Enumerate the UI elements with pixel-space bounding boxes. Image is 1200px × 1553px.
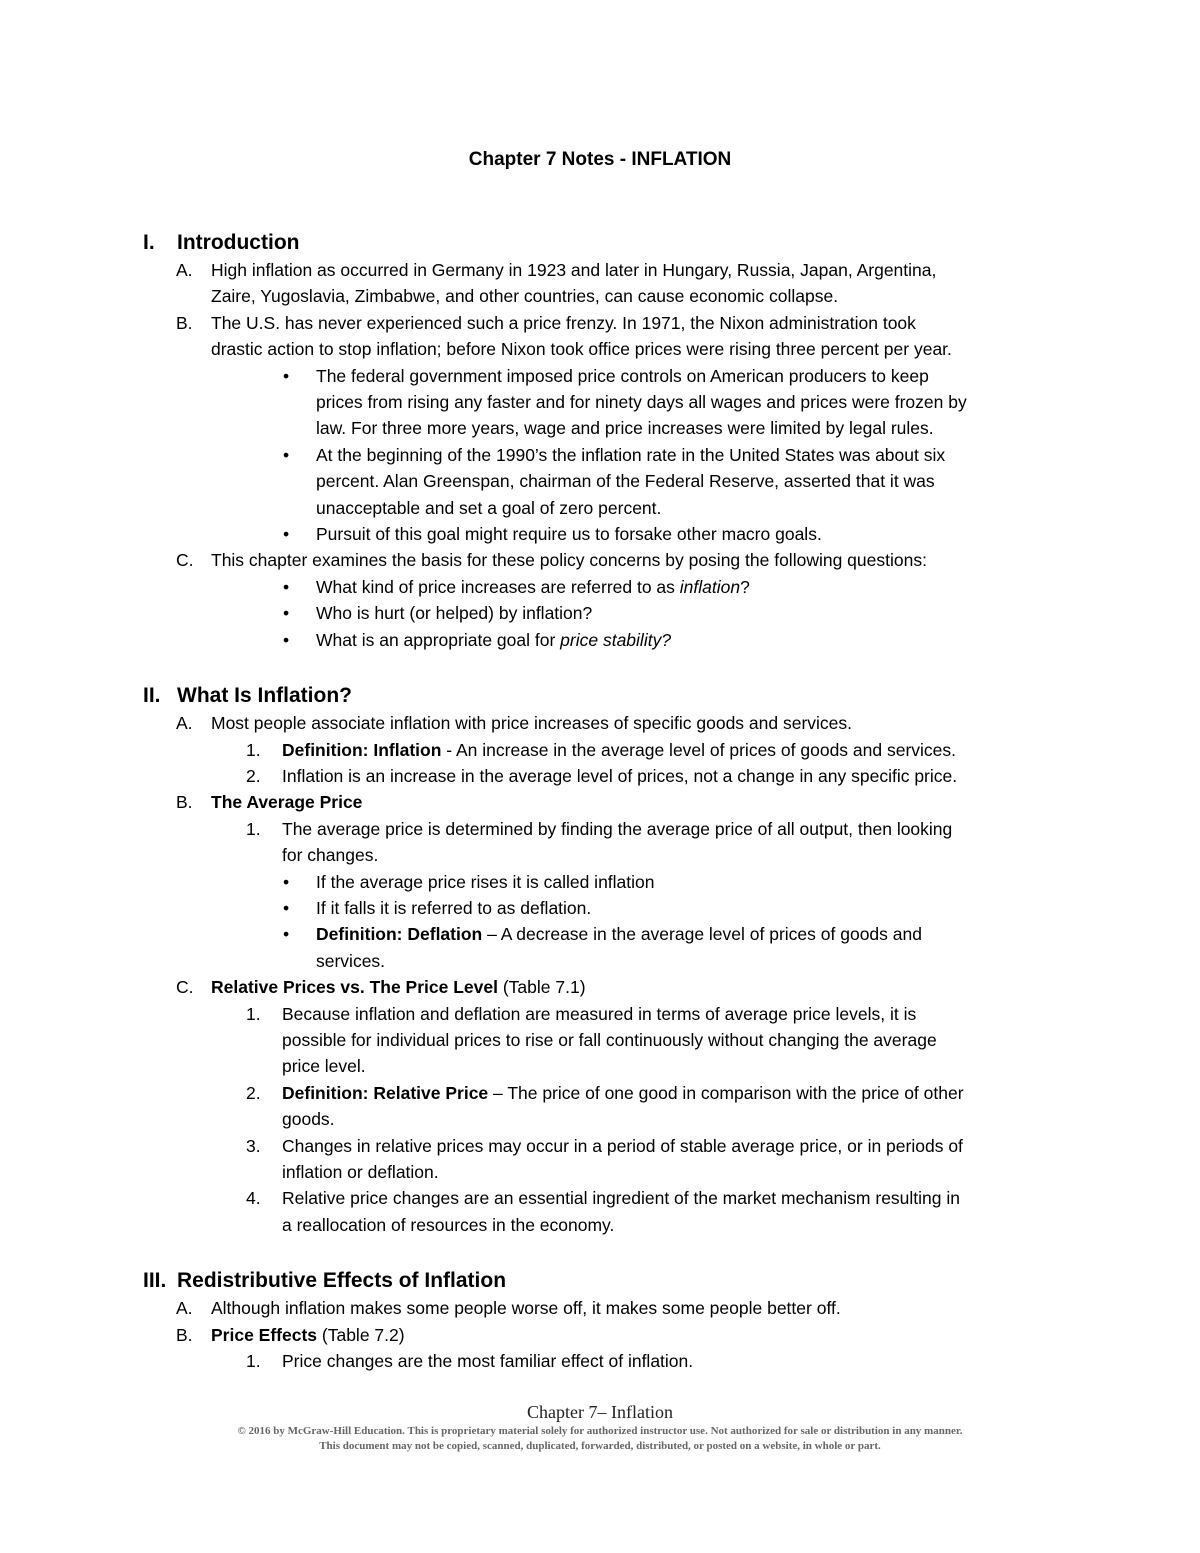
item-marker: B. <box>176 1324 193 1345</box>
item-text: Price Effects (Table 7.2) <box>211 1324 405 1345</box>
numbered-item <box>143 737 1073 763</box>
item-marker: C. <box>176 550 194 571</box>
item-marker: 2. <box>246 1082 261 1103</box>
item-marker: A. <box>176 713 193 734</box>
bullet-item <box>143 869 1073 895</box>
section-number: III. <box>143 1269 167 1293</box>
outline-item-continued <box>143 336 1073 362</box>
footer-copyright-notice: © 2016 by McGraw-Hill Education. This is proprietary material solely for authorized instructor use. Not authorized for sale or distribution in any manner. <box>237 1425 963 1437</box>
footer-chapter-title: Chapter 7– Inflation <box>527 1402 673 1422</box>
notes-body <box>143 228 1073 1374</box>
section-number: II. <box>143 684 161 708</box>
section-heading-what-is-inflation <box>143 681 1073 710</box>
section-title: What Is Inflation? <box>177 684 352 708</box>
bullet-icon: • <box>283 871 290 892</box>
item-text: High inflation as occurred in Germany in 1923 and later in Hungary, Russia, Japan, Argentina, <box>211 260 937 280</box>
item-text: possible for individual prices to rise or fall continuously without changing the average <box>282 1029 937 1050</box>
section-title: Introduction <box>177 231 300 254</box>
item-text: The U.S. has never experienced such a price frenzy. In 1971, the Nixon administration took <box>211 312 916 333</box>
item-text: unacceptable and set a goal of zero percent. <box>316 497 662 518</box>
item-marker: 3. <box>246 1135 261 1156</box>
outline-item-continued <box>143 283 1073 309</box>
section-heading-introduction <box>143 228 1073 257</box>
item-text: Definition: Relative Price – The price of one good in comparison with the price of other <box>282 1082 964 1103</box>
bullet-icon: • <box>283 897 290 918</box>
item-marker: 1. <box>246 739 261 760</box>
item-text: Inflation is an increase in the average level of prices, not a change in any specific price. <box>282 765 958 786</box>
item-text: The average price is determined by finding the average price of all output, then looking <box>282 818 953 839</box>
bullet-item <box>143 600 1073 626</box>
subheading: Relative Prices vs. The Price Level <box>211 977 498 998</box>
outline-item <box>143 1322 1073 1348</box>
numbered-item <box>143 816 1073 842</box>
subheading: The Average Price <box>211 792 363 813</box>
bullet-item <box>143 521 1073 547</box>
page-footer <box>0 1400 1200 1454</box>
emphasis-term: price stability? <box>560 629 672 650</box>
item-text: goods. <box>282 1109 335 1130</box>
numbered-item-continued <box>143 1027 1073 1053</box>
emphasis-term: inflation <box>679 576 741 597</box>
item-marker: B. <box>176 792 193 813</box>
outline-item <box>143 547 1073 573</box>
item-text: If the average price rises it is called inflation <box>316 871 655 892</box>
item-text: price level. <box>282 1056 366 1077</box>
item-text: inflation or deflation. <box>282 1162 439 1182</box>
item-text: What kind of price increases are referred to as inflation? <box>316 576 750 597</box>
item-marker: 2. <box>246 765 261 786</box>
bullet-item <box>143 363 1073 389</box>
item-text: This chapter examines the basis for these policy concerns by posing the following questions: <box>211 550 927 571</box>
item-text: Zaire, Yugoslavia, Zimbabwe, and other countries, can cause economic collapse. <box>211 286 839 307</box>
item-text: Changes in relative prices may occur in a period of stable average price, or in periods of <box>282 1135 963 1156</box>
numbered-item <box>143 1133 1073 1159</box>
outline-item <box>143 310 1073 336</box>
numbered-item-continued <box>143 1106 1073 1132</box>
definition-term: Definition: Inflation <box>282 739 442 760</box>
outline-item <box>143 974 1073 1000</box>
item-marker: A. <box>176 1298 193 1319</box>
bullet-item <box>143 895 1073 921</box>
outline-item <box>143 789 1073 815</box>
item-text: At the beginning of the 1990’s the inflation rate in the United States was about six <box>316 444 946 465</box>
numbered-item-continued <box>143 1159 1073 1185</box>
item-text: Pursuit of this goal might require us to forsake other macro goals. <box>316 524 822 545</box>
outline-item <box>143 257 1073 283</box>
numbered-item-continued <box>143 1212 1073 1238</box>
numbered-item <box>143 1348 1073 1374</box>
item-text: Price changes are the most familiar effect of inflation. <box>282 1351 694 1372</box>
footer-distribution-notice: This document may not be copied, scanned, duplicated, forwarded, distributed, or posted on a website, in whole or part. <box>319 1440 881 1452</box>
definition-term: Definition: Relative Price <box>282 1082 489 1103</box>
item-text: Relative price changes are an essential ingredient of the market mechanism resulting in <box>282 1188 960 1209</box>
item-text: Definition: Deflation – A decrease in the average level of prices of goods and <box>316 924 922 945</box>
item-text: Because inflation and deflation are measured in terms of average price levels, it is <box>282 1003 917 1024</box>
bullet-icon: • <box>283 365 290 386</box>
numbered-item-continued <box>143 1053 1073 1079</box>
item-text: percent. Alan Greenspan, chairman of the Federal Reserve, asserted that it was <box>316 471 935 492</box>
item-text: Definition: Inflation - An increase in the average level of prices of goods and services. <box>282 739 957 760</box>
subheading: Price Effects <box>211 1324 318 1345</box>
bullet-icon: • <box>283 603 290 624</box>
bullet-icon: • <box>283 629 290 650</box>
item-text: for changes. <box>282 845 379 866</box>
section-number: I. <box>143 231 155 254</box>
section-heading-redistributive-effects <box>143 1266 1073 1295</box>
item-marker: A. <box>176 260 193 280</box>
item-marker: B. <box>176 312 193 333</box>
numbered-item <box>143 1080 1073 1106</box>
item-text: drastic action to stop inflation; before Nixon took office prices were rising three percent per year. <box>211 339 952 360</box>
item-marker: 1. <box>246 818 261 839</box>
bullet-icon: • <box>283 444 290 465</box>
item-text: The federal government imposed price controls on American producers to keep <box>316 365 929 386</box>
item-text: Most people associate inflation with price increases of specific goods and services. <box>211 713 853 734</box>
item-text: Who is hurt (or helped) by inflation? <box>316 603 593 624</box>
bullet-item-continued <box>143 468 1073 494</box>
numbered-item <box>143 763 1073 789</box>
definition-term: Definition: Deflation <box>316 924 483 945</box>
item-text: If it falls it is referred to as deflation. <box>316 897 592 918</box>
item-text: prices from rising any faster and for ninety days all wages and prices were frozen by <box>316 392 967 413</box>
numbered-item-continued <box>143 842 1073 868</box>
bullet-item <box>143 627 1073 653</box>
bullet-item-continued <box>143 389 1073 415</box>
item-marker: 4. <box>246 1188 261 1209</box>
outline-item <box>143 710 1073 736</box>
bullet-icon: • <box>283 524 290 545</box>
bullet-item-continued <box>143 415 1073 441</box>
numbered-item <box>143 1001 1073 1027</box>
item-text: Relative Prices vs. The Price Level (Table 7.1) <box>211 977 586 998</box>
item-text: a reallocation of resources in the economy. <box>282 1214 615 1235</box>
bullet-item <box>143 921 1073 947</box>
item-text: Although inflation makes some people worse off, it makes some people better off. <box>211 1298 841 1319</box>
bullet-item <box>143 574 1073 600</box>
bullet-icon: • <box>283 576 290 597</box>
item-marker: 1. <box>246 1003 261 1024</box>
section-title: Redistributive Effects of Inflation <box>177 1269 507 1293</box>
bullet-item <box>143 442 1073 468</box>
bullet-item-continued <box>143 948 1073 974</box>
item-text: What is an appropriate goal for price stability? <box>316 629 672 650</box>
bullet-icon: • <box>283 924 290 945</box>
item-marker: 1. <box>246 1351 261 1372</box>
item-marker: C. <box>176 977 194 998</box>
numbered-item <box>143 1185 1073 1211</box>
outline-item <box>143 1295 1073 1321</box>
item-text: law. For three more years, wage and price increases were limited by legal rules. <box>316 418 934 439</box>
item-text: services. <box>316 950 386 971</box>
bullet-item-continued <box>143 495 1073 521</box>
page-title: Chapter 7 Notes - INFLATION <box>468 149 732 170</box>
